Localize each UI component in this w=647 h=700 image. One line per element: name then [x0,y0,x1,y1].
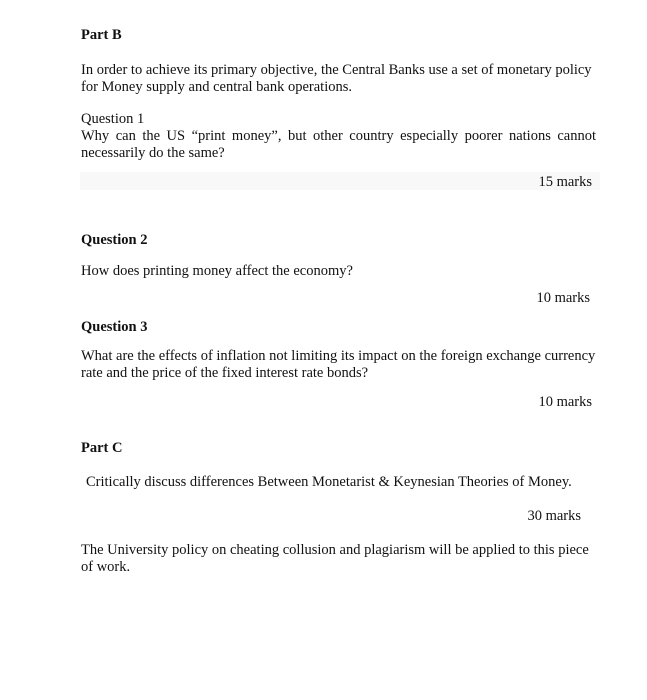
part-b-heading: Part B [81,27,122,43]
part-c-marks: 30 marks [527,508,581,524]
part-c-text: Critically discuss differences Between Monetarist & Keynesian Theories of Money. [86,474,572,490]
question-2-marks: 10 marks [536,290,590,306]
question-3-heading: Question 3 [81,319,148,335]
part-c-heading: Part C [81,440,123,456]
question-1-heading: Question 1 [81,111,145,127]
question-1-text: Why can the US “print money”, but other country especially poorer nations cannot necessarily do the same? [81,128,596,161]
question-2-heading: Question 2 [81,232,148,248]
question-1-marks-row [80,172,600,190]
policy-text: The University policy on cheating collusion and plagiarism will be applied to this piece of work. [81,542,589,575]
question-1-marks: 15 marks [538,174,592,190]
part-b-intro: In order to achieve its primary objective, the Central Banks use a set of monetary policy for Money supply and central bank operations. [81,62,592,95]
question-3-marks: 10 marks [538,394,592,410]
question-2-text: How does printing money affect the economy? [81,263,353,279]
question-3-text: What are the effects of inflation not limiting its impact on the foreign exchange currency rate and the price of the fixed interest rate bonds? [81,348,596,381]
